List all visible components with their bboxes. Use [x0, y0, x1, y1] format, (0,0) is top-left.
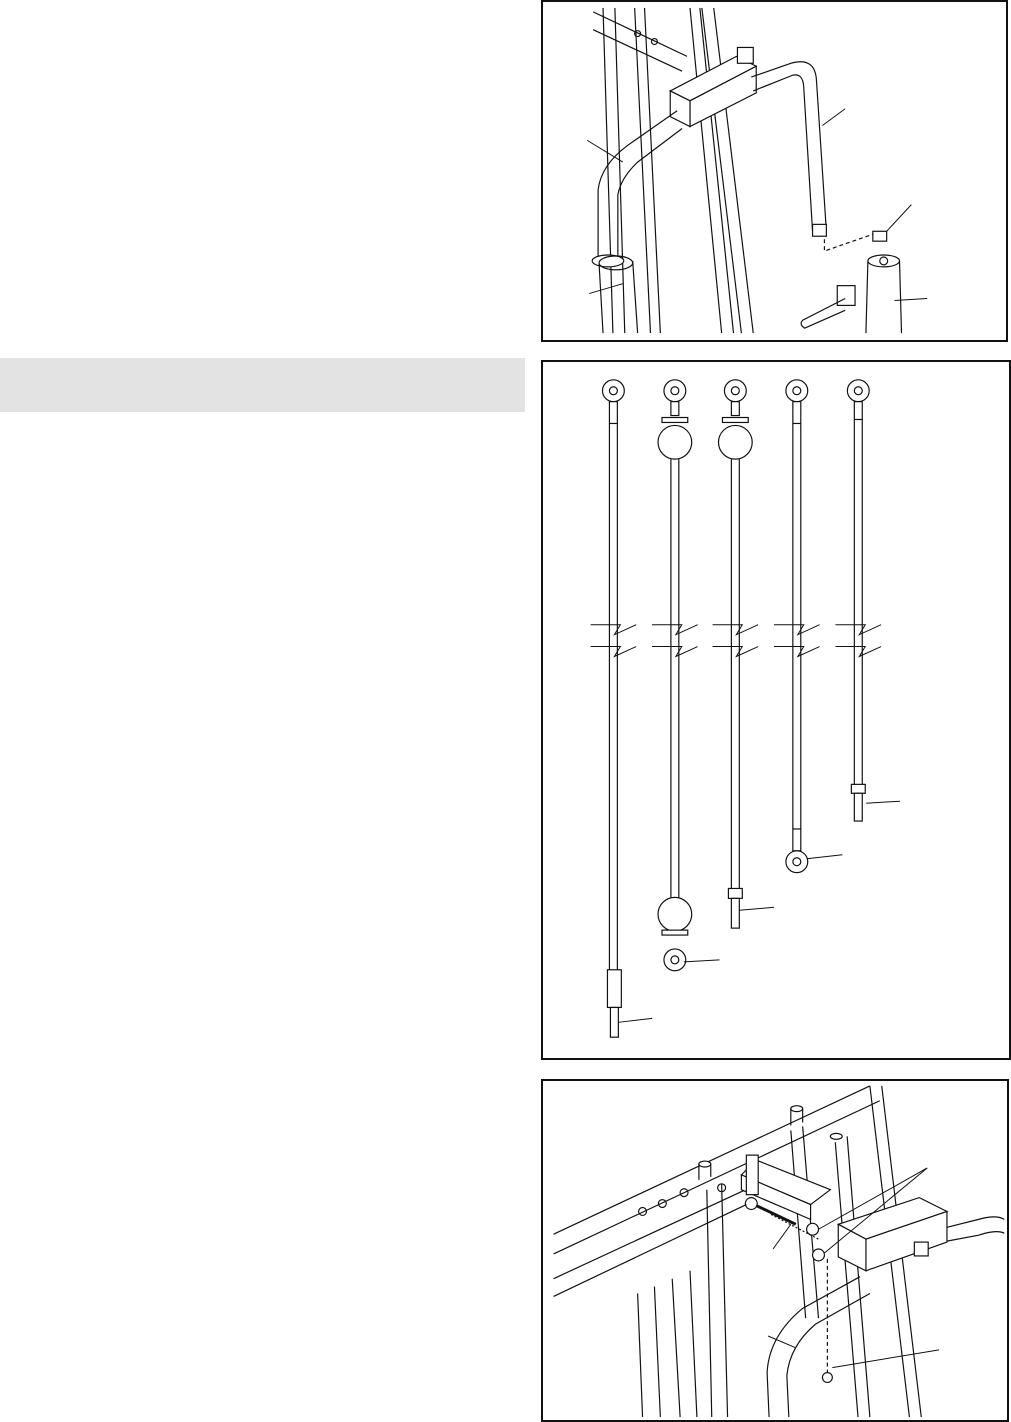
- cable-5: [847, 380, 869, 821]
- right-handlebar: [751, 62, 826, 236]
- cable-set-drawing: [543, 362, 1009, 1058]
- section-header-bar: [0, 358, 525, 412]
- center-bracket: [741, 1155, 830, 1219]
- left-handlebar: [592, 111, 682, 267]
- assembly-figure-bottom: [541, 1079, 1009, 1422]
- assembly-figure-top: [541, 0, 1008, 342]
- frame-pulley-drawing: [543, 1081, 1007, 1420]
- cable-2: [658, 380, 692, 971]
- end-cap-plug: [873, 231, 887, 241]
- assembly-figure-cables: [541, 360, 1011, 1060]
- top-beam: [554, 1086, 880, 1297]
- right-post: [866, 255, 902, 333]
- left-tube: [599, 256, 638, 333]
- square-tube: [670, 47, 756, 126]
- alignment-guide: [824, 234, 872, 251]
- handlebar-assembly-drawing: [543, 2, 1006, 340]
- top-crossbeam: [593, 12, 687, 71]
- cable-break-marks: [591, 625, 882, 657]
- cable-4: [786, 380, 808, 873]
- cable-3: [718, 380, 752, 928]
- nuts: [807, 1223, 833, 1382]
- pivot-arm: [801, 286, 855, 328]
- cable-1: [602, 380, 624, 1037]
- frame-uprights: [603, 8, 753, 333]
